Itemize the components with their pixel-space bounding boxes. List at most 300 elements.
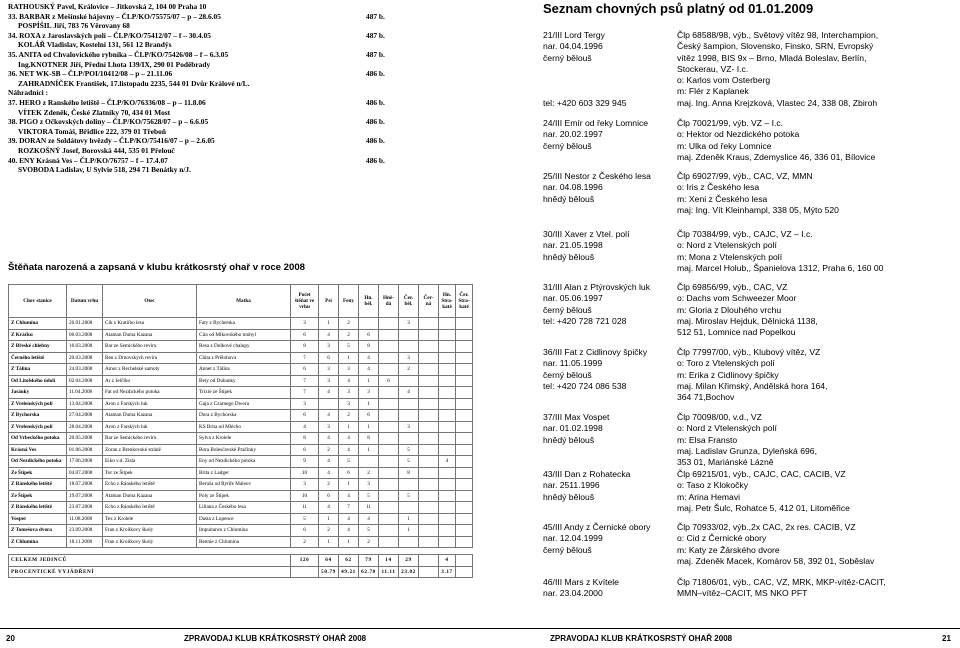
table-cell: 6: [291, 525, 319, 537]
list-item-text: Ing.KNOTNER Jiří, Přední Lhota 139/IX, 290 01 Poděbrady: [18, 59, 211, 69]
dog-info-left: nar. 2511.1996: [543, 480, 600, 491]
list-item-points: [366, 21, 410, 31]
table-cell: 4: [339, 433, 359, 445]
dog-entry-line: [543, 141, 958, 152]
table-cell: [439, 513, 456, 525]
total-row-cell: 4: [439, 555, 456, 567]
dog-info-right: m: Arina Hemavi: [677, 491, 741, 502]
dog-entry: [543, 412, 958, 468]
table-cell: Dasta z Lupence: [197, 513, 291, 525]
table-cell: [439, 364, 456, 376]
dog-info-right: m: Elsa Fransto: [677, 434, 738, 445]
page-number-right: 21: [942, 634, 951, 643]
dog-info-left: [543, 457, 677, 468]
total-row-cell: 64: [319, 555, 339, 567]
table-cell: Echo z Ránského letiště: [103, 502, 197, 514]
table-cell: 6: [379, 375, 399, 387]
dog-info-right: m: Katy ze Žárského dvore: [677, 544, 780, 555]
dog-info-left: 46/III Mars z Kvítele: [543, 577, 619, 587]
table-cell: 4: [339, 375, 359, 387]
table-cell: 8: [399, 467, 419, 479]
table-cell: 3: [399, 318, 419, 330]
table-cell: Černého letiště: [9, 352, 67, 364]
table-cell: 7: [291, 352, 319, 364]
dog-info-left: 31/III Alan z Ptýrovských luk: [543, 282, 650, 292]
table-cell: 4: [319, 387, 339, 399]
list-item-text: 39. DORAN ze Soldátovy hvězdy – ČLP/KO/75416/07 – p – 2.6.05: [8, 136, 215, 146]
dog-info-left: tel: +420 728 721 028: [543, 315, 627, 326]
table-cell: 6: [291, 410, 319, 422]
list-item: [8, 2, 410, 12]
dog-entry-line: [543, 53, 958, 64]
table-cell: 1: [339, 421, 359, 433]
table-cell: 1: [339, 536, 359, 548]
table-cell: Liliana z Českého lesa: [197, 502, 291, 514]
table-cell: [439, 410, 456, 422]
list-item: [8, 79, 410, 89]
table-cell: 11.08.2008: [67, 513, 103, 525]
list-item-points: [366, 127, 410, 137]
list-item: [8, 165, 410, 175]
list-item-points: 486 b.: [366, 117, 385, 127]
footer-divider: [0, 628, 960, 629]
dog-info-left: 24/III Emír od řeky Lomnice: [543, 118, 649, 128]
table-cell: 7: [291, 387, 319, 399]
table-cell: 1: [359, 375, 379, 387]
dog-entry-line: [543, 412, 958, 423]
dog-info-right: o: Toro z Vtelenských polí: [677, 358, 775, 369]
list-item: [8, 117, 410, 127]
total-row-cell: 62: [339, 555, 359, 567]
table-cell: 4: [359, 352, 379, 364]
table-cell: 4: [439, 456, 456, 468]
dog-info-right: vítěz 1998, BIS 9x – Brno, Mladá Boleslav, Berlín,: [677, 52, 867, 63]
table-cell: [399, 410, 419, 422]
table-cell: 5: [339, 341, 359, 353]
dog-info-right: Člp 70098/00, v.d., VZ: [677, 412, 762, 422]
table-cell: 11.04.2008: [67, 387, 103, 399]
list-item-text: ROZKOŠNÝ Josef, Borovská 444, 535 01 Přelouč: [18, 145, 175, 155]
list-item: [8, 50, 410, 60]
list-item: [8, 21, 410, 31]
table-cell: Z Chlumína: [9, 318, 67, 330]
table-cell: [439, 387, 456, 399]
table-cell: 06.03.2008: [67, 329, 103, 341]
table-cell: [439, 433, 456, 445]
list-item: [8, 69, 410, 79]
table-cell: Aron z Farských luk: [103, 421, 197, 433]
table-cell: [419, 490, 439, 502]
table-cell: Z Tálína: [9, 364, 67, 376]
table-body: [9, 318, 473, 578]
dog-info-left: [543, 392, 677, 403]
table-cell: 8: [291, 433, 319, 445]
table-cell: [456, 341, 473, 353]
dog-info-right: m: Gloria z Dlouhého vrchu: [677, 304, 782, 315]
dog-info-left: 45/III Andy z Černické obory: [543, 522, 651, 532]
dog-info-left: nar. 23.04.2000: [543, 588, 603, 599]
dog-info-right: maj: Ing. Vít Kleinhampl, 338 05, Mýto 520: [677, 204, 839, 215]
dog-entry-line: [543, 503, 958, 514]
table-cell: 3: [319, 341, 339, 353]
dog-info-right: o: Karlos vom Osterberg: [677, 75, 771, 86]
percent-row: [9, 566, 473, 578]
list-item-text: 36. NET WK-SB – ČLP/POI/10412/08 – p – 21.11.06: [8, 69, 173, 79]
table-cell: [379, 490, 399, 502]
table-cell: Tor ze Štípek: [103, 467, 197, 479]
table-cell: [419, 502, 439, 514]
table-cell: [379, 479, 399, 491]
table-cell: Amor z Rechelské samoty: [103, 364, 197, 376]
table-row: [9, 479, 473, 491]
list-item-text: SVOBODA Ladislav, U Sylvie 518, 294 71 Benátky n/J.: [18, 165, 191, 175]
dog-info-left: nar. 05.06.1997: [543, 293, 603, 304]
dog-entry-line: [543, 282, 958, 293]
dog-info-left: hnědý bělouš: [543, 251, 595, 262]
total-row-cell: [419, 555, 439, 567]
table-cell: Dora z Bychorska: [197, 410, 291, 422]
table-cell: [439, 341, 456, 353]
dog-entry-line: [543, 252, 958, 263]
dog-info-right: maj. Milan Křimský, Andělská hora 164,: [677, 380, 828, 391]
table-cell: [419, 456, 439, 468]
table-cell: [456, 398, 473, 410]
table-cell: 8: [359, 341, 379, 353]
table-cell: [456, 410, 473, 422]
list-item-points: 486 b.: [366, 69, 385, 79]
table-cell: 17.06.2008: [67, 456, 103, 468]
dog-entry-line: [543, 358, 958, 369]
dog-info-right: 364 71,Bochov: [677, 392, 735, 403]
table-cell: 2: [291, 536, 319, 548]
list-item: [8, 12, 410, 22]
dog-info-left: 25/III Nestor z Českého lesa: [543, 171, 651, 181]
dog-info-left: nar. 12.04.1999: [543, 533, 603, 544]
table-cell: 1: [339, 352, 359, 364]
table-cell: [419, 398, 439, 410]
table-cell: 23.09.2008: [67, 525, 103, 537]
table-cell: 4: [319, 502, 339, 514]
table-gap-cell: [9, 548, 473, 555]
table-cell: [456, 444, 473, 456]
table-cell: 2: [319, 444, 339, 456]
dog-info-left: 37/III Max Vospet: [543, 412, 610, 422]
dog-info-right: m: Erika z Cidlinovy špičky: [677, 369, 779, 380]
table-row: [9, 375, 473, 387]
table-cell: Echo z Ránského letiště: [103, 479, 197, 491]
table-cell: 4: [359, 513, 379, 525]
dog-entry-line: [543, 423, 958, 434]
table-cell: Z Břeské chlebny: [9, 341, 67, 353]
table-cell: Z Tomešova dvora: [9, 525, 67, 537]
dog-info-right: maj. Petr Šulc, Rohatce 5, 412 01, Litoměřice: [677, 502, 850, 513]
table-cell: [379, 433, 399, 445]
table-cell: [379, 536, 399, 548]
table-cell: Z Ránského letiště: [9, 502, 67, 514]
table-cell: Ataman Duma Kazana: [103, 329, 197, 341]
table-row: [9, 433, 473, 445]
table-cell: [399, 502, 419, 514]
dog-entry-line: [543, 457, 958, 468]
table-cell: Bar ze Semického revíru: [103, 433, 197, 445]
dog-info-right: m: Ulka od řeky Lomnice: [677, 140, 772, 151]
list-item-text: VÍTEK Zdeněk, České Zlatníky 70, 434 01 Most: [18, 107, 171, 117]
dog-entry: [543, 171, 958, 216]
list-item-points: [366, 108, 410, 118]
column-header: Otec: [103, 285, 197, 318]
table-cell: 4: [319, 433, 339, 445]
kennel-ranking-list: [8, 2, 410, 175]
table-cell: Z Chlumína: [9, 536, 67, 548]
dog-info-left: 36/III Fat z Cidlinovy špičky: [543, 347, 648, 357]
table-cell: Sylva z Krolele: [197, 433, 291, 445]
dog-entry-line: [543, 480, 958, 491]
footer-title-right: ZPRAVODAJ KLUB KRÁTKOSRSTÝ OHAŘ 2008: [550, 634, 733, 643]
table-cell: 2: [399, 364, 419, 376]
table-cell: 6: [359, 410, 379, 422]
dog-entry-line: [543, 205, 958, 216]
table-cell: Aron z Farských luk: [103, 398, 197, 410]
dog-info-left: nar. 04.04.1996: [543, 41, 603, 52]
table-cell: [439, 375, 456, 387]
dog-entry-line: [543, 533, 958, 544]
dog-entry-line: [543, 316, 958, 327]
table-cell: 3: [339, 398, 359, 410]
table-cell: 2: [339, 329, 359, 341]
list-item: [8, 98, 410, 108]
column-header: Hn. běl.: [359, 285, 379, 318]
table-cell: 4: [319, 467, 339, 479]
dog-entry-line: [543, 229, 958, 240]
list-item-text: 35. ANITA od Chvalovického rybníka – ČLP/KO/75426/08 – f – 6.3.05: [8, 49, 229, 59]
list-item-text: RATHOUSKÝ Pavel, Královice – Jitkovská 2, 104 00 Praha 10: [8, 2, 207, 11]
table-cell: 3: [291, 398, 319, 410]
table-cell: [419, 444, 439, 456]
dog-entry-line: [543, 327, 958, 338]
table-cell: [456, 513, 473, 525]
dog-entry-line: [543, 392, 958, 403]
table-cell: [379, 387, 399, 399]
table-cell: 1: [359, 444, 379, 456]
dog-info-left: [543, 205, 677, 216]
dog-entry-line: [543, 129, 958, 140]
column-header: Matka: [197, 285, 291, 318]
table-cell: Jasánky: [9, 387, 67, 399]
table-cell: [456, 502, 473, 514]
table-cell: Gaja z Czarnego Dworu: [197, 398, 291, 410]
list-item-points: [366, 2, 410, 12]
table-cell: [419, 536, 439, 548]
dog-info-right: Člp 71806/01, výb., CAC, VZ, MRK, MKP-vítěz-CACIT,: [677, 577, 886, 587]
dog-info-left: nar. 20.02.1997: [543, 129, 603, 140]
table-cell: [439, 318, 456, 330]
table-cell: [399, 479, 419, 491]
dog-info-left: hnědý bělouš: [543, 491, 595, 502]
list-item-text: ZAHRADNÍČEK František, 17.listopadu 2235, 544 01 Dvůr Králové n/L.: [18, 78, 250, 88]
table-cell: 3: [359, 479, 379, 491]
dog-info-left: [543, 446, 677, 457]
table-cell: [456, 536, 473, 548]
table-cell: Ze Štípek: [9, 490, 67, 502]
dog-entry-line: [543, 381, 958, 392]
dog-info-right: 353 01, Mariánské Lázně: [677, 457, 774, 468]
table-cell: [319, 398, 339, 410]
table-cell: [456, 364, 473, 376]
table-cell: 11: [359, 502, 379, 514]
table-cell: [439, 329, 456, 341]
table-cell: [379, 341, 399, 353]
list-item-points: [366, 88, 410, 98]
column-header: Čer-ná: [419, 285, 439, 318]
table-cell: 7: [291, 375, 319, 387]
percent-row-cell: 49.21: [339, 566, 359, 578]
column-header: Čer. běl.: [399, 285, 419, 318]
list-item: [8, 60, 410, 70]
breeding-dogs-title: Seznam chovných psů platný od 01.01.2009: [543, 1, 814, 16]
table-cell: [456, 490, 473, 502]
table-cell: 1: [399, 513, 419, 525]
table-cell: Od Litolského údolí: [9, 375, 67, 387]
dog-info-left: [543, 152, 677, 163]
table-cell: 8: [291, 341, 319, 353]
list-item: [8, 156, 410, 166]
table-cell: [456, 329, 473, 341]
table-cell: Chita z Prělohova: [197, 352, 291, 364]
dog-entry-line: [543, 588, 958, 599]
table-cell: 2: [339, 318, 359, 330]
percent-row-cell: 62.70: [359, 566, 379, 578]
table-cell: 20.03.2008: [67, 352, 103, 364]
dog-entry: [543, 469, 958, 514]
table-cell: 4: [339, 525, 359, 537]
dog-entry-line: [543, 98, 958, 109]
dog-info-right: o: Nord z Vtelenských polí: [677, 240, 777, 251]
table-row: [9, 444, 473, 456]
table-cell: [419, 410, 439, 422]
column-header: Hn. Stra-katé: [439, 285, 456, 318]
table-cell: Z Vrelenských polí: [9, 421, 67, 433]
table-cell: Bora Bolesčavské Pračinky: [197, 444, 291, 456]
table-cell: 8: [359, 433, 379, 445]
table-cell: [379, 329, 399, 341]
table-cell: Bar ze Semického revíru: [103, 341, 197, 353]
dog-info-left: nar. 01.02.1998: [543, 423, 603, 434]
table-cell: Ataman Duma Kazana: [103, 490, 197, 502]
table-cell: [379, 467, 399, 479]
dog-info-right: o: Cid z Černické obory: [677, 533, 767, 544]
dog-info-left: [543, 263, 677, 274]
total-row: [9, 555, 473, 567]
list-item-points: [366, 60, 410, 70]
dog-entry-line: [543, 545, 958, 556]
table-cell: 4: [339, 490, 359, 502]
dog-info-right: maj. Ladislav Grunza, Dyleňská 696,: [677, 445, 817, 456]
dog-info-left: nar. 21.05.1998: [543, 240, 603, 251]
dog-info-left: [543, 86, 677, 97]
list-item: [8, 31, 410, 41]
list-item-points: [366, 165, 410, 175]
table-cell: [379, 410, 399, 422]
total-row-label: CELKEM JEDINCŮ: [9, 555, 291, 567]
dog-info-right: Člp 69215/01, výb., CAJC, CAC, CACIB, VZ: [677, 469, 846, 479]
table-cell: [399, 375, 419, 387]
table-cell: 27.04.2008: [67, 410, 103, 422]
table-cell: [399, 433, 419, 445]
list-item-text: POSPÍŠIL Jiří, 783 76 Věrovany 68: [18, 21, 130, 31]
table-row: [9, 318, 473, 330]
dog-entry-line: [543, 41, 958, 52]
table-header-row: [9, 285, 473, 318]
dog-info-right: maj. Miroslav Hejduk, Dělnická 1138,: [677, 315, 818, 326]
dog-entry-line: [543, 347, 958, 358]
table-cell: Krásná Ves: [9, 444, 67, 456]
dog-entry-line: [543, 240, 958, 251]
dog-info-left: tel: +420 724 086 538: [543, 380, 627, 391]
dog-info-right: 512 51, Lomnice nad Popelkou: [677, 327, 796, 338]
dog-entry-line: [543, 556, 958, 567]
dog-info-left: 43/III Dan z Rohatecka: [543, 469, 631, 479]
table-cell: Trixie ze Štípek: [197, 387, 291, 399]
dog-entry-line: [543, 263, 958, 274]
table-cell: 4: [319, 329, 339, 341]
list-item-text: Náhradníci :: [8, 88, 49, 98]
table-gap: [9, 548, 473, 555]
table-cell: [419, 341, 439, 353]
table-cell: Fran z Kroilkovy školy: [103, 536, 197, 548]
table-cell: 5: [291, 513, 319, 525]
table-cell: 6: [291, 364, 319, 376]
table-cell: [456, 456, 473, 468]
dog-info-right: m: Xeni z Českého lesa: [677, 193, 768, 204]
table-cell: [379, 513, 399, 525]
column-header: Počet štěňat ve vrhu: [291, 285, 319, 318]
dog-entry-line: [543, 75, 958, 86]
list-item-text: 40. ENY Krásná Ves – ČLP/KO/76757 – f – 17.4.07: [8, 155, 168, 165]
table-cell: [379, 398, 399, 410]
dog-info-right: maj. Ing. Anna Krejzková, Vlastec 24, 338 08, Zbiroh: [677, 97, 878, 108]
dog-info-right: Člp 70021/99, výb. VZ – I.c.: [677, 118, 784, 128]
column-header: Čer. Stra-katé: [456, 285, 473, 318]
dog-entry-line: [543, 435, 958, 446]
table-cell: KS Brita od Mlécho: [197, 421, 291, 433]
list-item-text: KOLÁŘ Vladislav, Kostelní 131, 561 12 Brandýs: [18, 40, 172, 50]
table-cell: [379, 318, 399, 330]
dog-info-right: Člp 69027/99, výb., CAC, VZ, MMN: [677, 171, 813, 181]
table-cell: [439, 536, 456, 548]
litters-table: [8, 284, 473, 578]
table-cell: 18.11.2008: [67, 536, 103, 548]
table-cell: Vospet: [9, 513, 67, 525]
list-item: [8, 127, 410, 137]
table-cell: 10: [291, 467, 319, 479]
table-cell: Ben z Drnovských revíru: [103, 352, 197, 364]
percent-row-cell: 23.02: [399, 566, 419, 578]
table-cell: 6: [339, 467, 359, 479]
table-cell: Beruša od Rytíře Maleov: [197, 479, 291, 491]
table-cell: [419, 352, 439, 364]
table-cell: [379, 421, 399, 433]
table-cell: 4: [339, 513, 359, 525]
table-cell: [456, 467, 473, 479]
list-item-points: 486 b.: [366, 155, 385, 165]
table-cell: [419, 364, 439, 376]
table-cell: [439, 352, 456, 364]
dog-info-left: tel: +420 603 329 945: [543, 97, 627, 108]
table-row: [9, 364, 473, 376]
table-cell: 1: [359, 398, 379, 410]
dog-entry: [543, 522, 958, 567]
table-cell: 6: [319, 352, 339, 364]
